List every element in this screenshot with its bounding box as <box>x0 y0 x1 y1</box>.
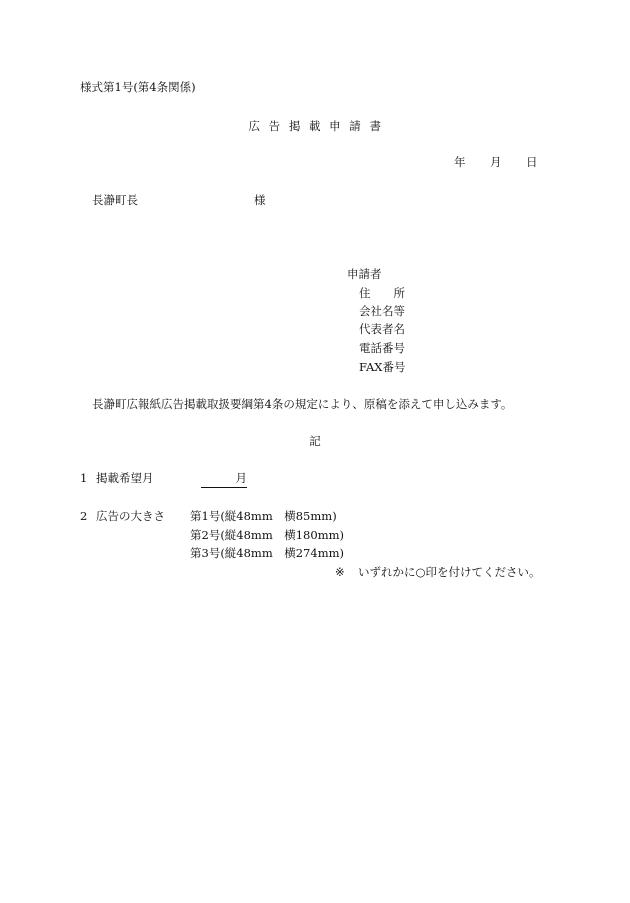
item-1-label: 掲載希望月 <box>96 471 154 485</box>
honorific: 様 <box>254 193 266 207</box>
size-option-1: 第1号(縦48mm 横85mm) <box>190 509 337 523</box>
addressee: 長瀞町長 <box>92 193 138 207</box>
note-text: いずれかに○印を付けてください。 <box>358 565 541 579</box>
applicant-phone-field: 電話番号 <box>359 341 405 355</box>
date-line <box>454 157 538 169</box>
date-day-label: 日 <box>526 155 538 169</box>
document-title: 広 告 掲 載 申 請 書 <box>248 119 382 133</box>
item-2-number: 2 <box>80 509 88 523</box>
applicant-company-field: 会社名等 <box>359 304 405 318</box>
date-month-label: 月 <box>490 155 502 169</box>
applicant-fax-field: FAX番号 <box>359 360 406 374</box>
date-year-label: 年 <box>454 155 466 169</box>
item-1-number: 1 <box>80 471 88 485</box>
note-mark: ※ <box>335 565 345 579</box>
item-2-label: 広告の大きさ <box>96 509 165 523</box>
size-option-3: 第3号(縦48mm 横274mm) <box>190 546 344 560</box>
desired-month-blank: 月 <box>201 473 247 488</box>
ki-heading: 記 <box>309 434 321 448</box>
application-statement: 長瀞町広報紙広告掲載取扱要綱第4条の規定により、原稿を添えて申し込みます。 <box>92 397 513 411</box>
applicant-label: 申請者 <box>347 267 382 281</box>
applicant-representative-field: 代表者名 <box>359 322 405 336</box>
size-option-2: 第2号(縦48mm 横180mm) <box>190 528 344 542</box>
form-number: 様式第1号(第4条関係) <box>80 80 196 94</box>
applicant-address-field: 住 所 <box>359 286 405 300</box>
